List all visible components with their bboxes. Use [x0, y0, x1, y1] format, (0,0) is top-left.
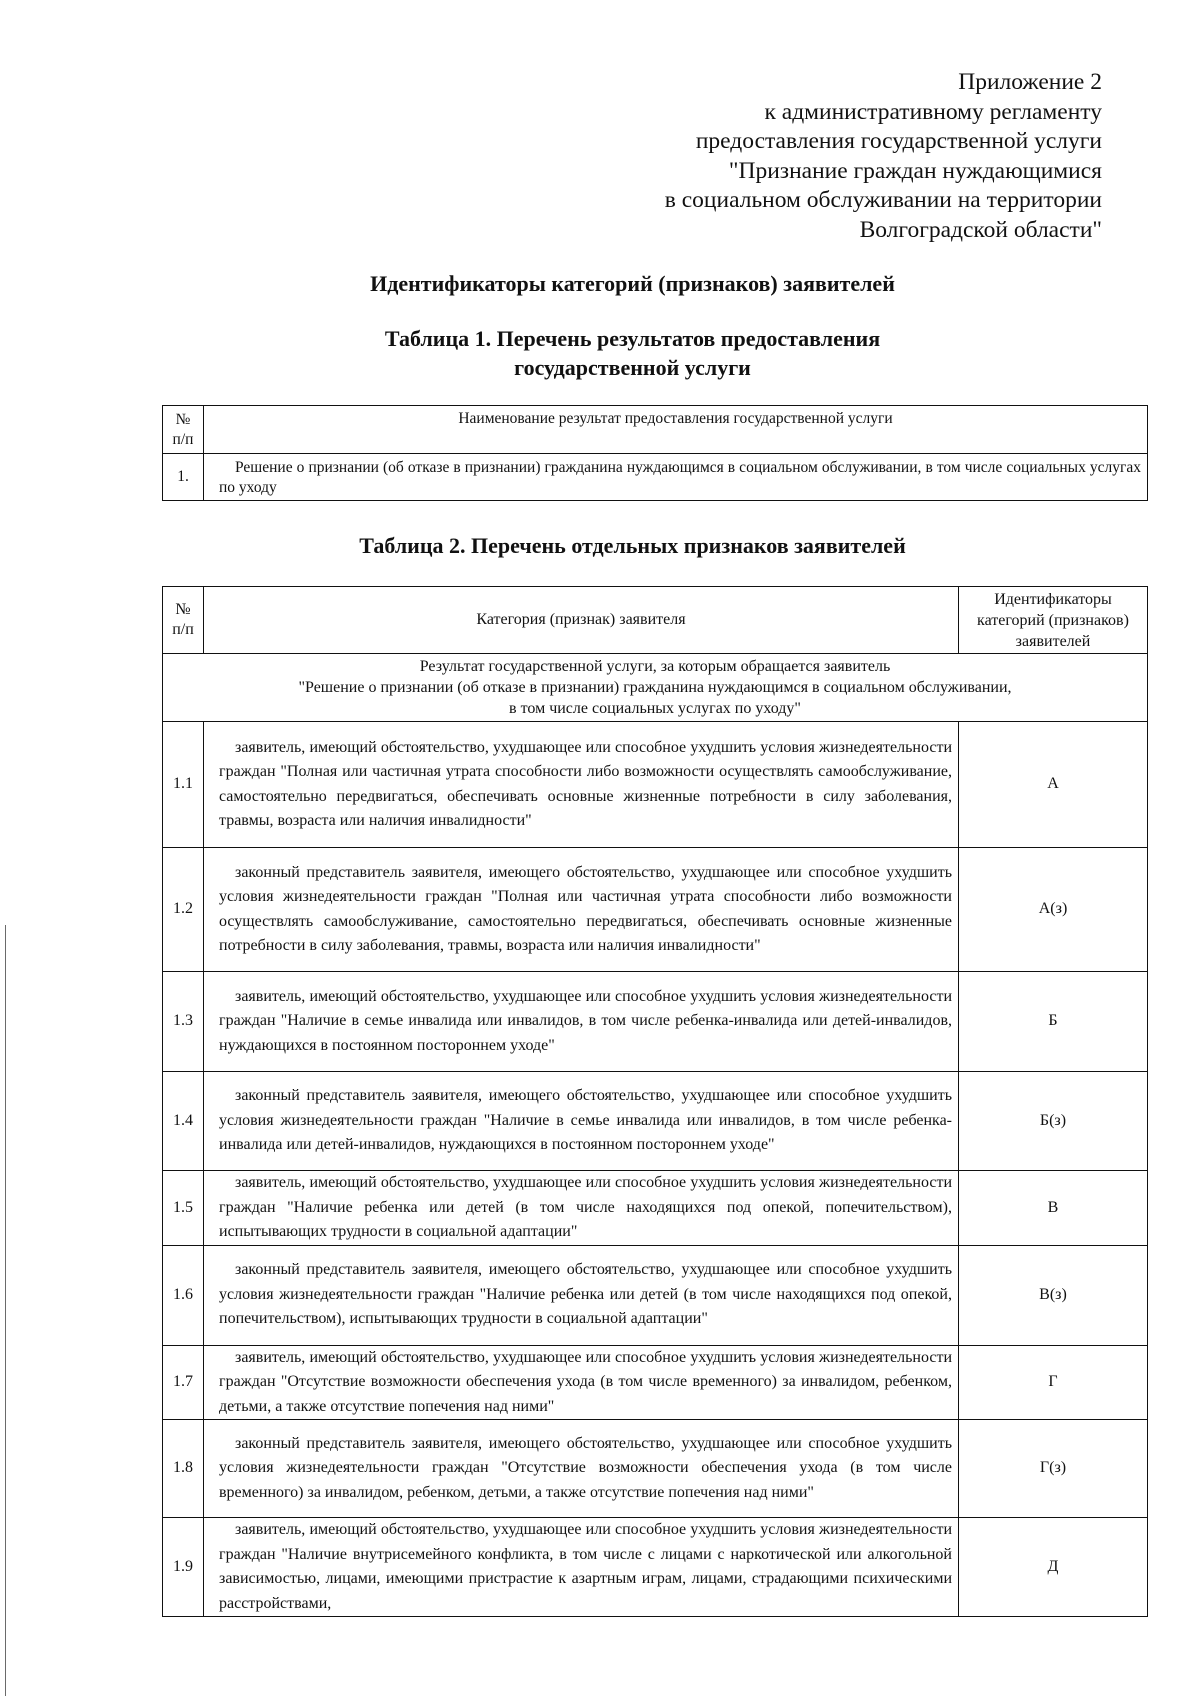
table-header-row	[163, 587, 1148, 654]
row-id: Б	[959, 972, 1148, 1072]
table-header-row	[163, 406, 1148, 454]
row-num: 1.1	[163, 722, 204, 848]
annex-line: "Признание граждан нуждающимися	[728, 157, 1102, 184]
table1-title-line1: Таблица 1. Перечень результатов предоставления	[384, 326, 881, 351]
row-text: заявитель, имеющий обстоятельство, ухудшающее или способное ухудшить условия жизнедеятельности граждан "Наличие в семье инвалида или инвалидов, в том числе ребенка-инвалида или детей-инвалидов, нуждающихся в постоянном постороннем уходе"	[204, 972, 959, 1072]
annex-line: Волгоградской области"	[859, 216, 1102, 243]
row-text: законный представитель заявителя, имеющего обстоятельство, ухудшающее или способное ухудшить условия жизнедеятельности граждан "Наличие в семье инвалида или инвалидов, в том числе ребенка-инвалида или детей-инвалидов, нуждающихся в постоянном постороннем уходе"	[204, 1072, 959, 1171]
row-num: 1.6	[163, 1245, 204, 1345]
annex-line: в социальном обслуживании на территории	[664, 187, 1102, 213]
row-text: заявитель, имеющий обстоятельство, ухудшающее или способное ухудшить условия жизнедеятельности граждан "Наличие внутрисемейного конфликта, в том числе с лицами с наркотической или алкогольной зависимостью, лицами, имеющими пристрастие к азартным играм, лицами, страдающими психическими расстройствами,	[204, 1518, 959, 1617]
document-title: Идентификаторы категорий (признаков) заявителей	[370, 271, 895, 296]
result-row	[163, 654, 1148, 722]
annex-header	[542, 68, 1102, 245]
table-row	[163, 972, 1148, 1072]
table2-title: Таблица 2. Перечень отдельных признаков заявителей	[359, 533, 906, 558]
row-num: 1.5	[163, 1171, 204, 1246]
row-id: А	[959, 722, 1148, 848]
table-row	[163, 1171, 1148, 1246]
table-row	[163, 1345, 1148, 1420]
row-text: заявитель, имеющий обстоятельство, ухудшающее или способное ухудшить условия жизнедеятельности граждан "Наличие ребенка или детей (в том числе находящихся под опекой, попечительством), испытывающих трудности в социальной адаптации"	[204, 1171, 959, 1246]
table-row	[163, 1420, 1148, 1518]
row-id: А(з)	[959, 848, 1148, 972]
header-id-line: Идентификаторы	[994, 590, 1112, 608]
annex-line: предоставления государственной услуги	[695, 128, 1102, 154]
header-id-line: категорий (признаков)	[977, 611, 1129, 629]
header-num-line: №	[175, 601, 191, 618]
header-num-cell	[163, 406, 204, 454]
row-text: законный представитель заявителя, имеющего обстоятельство, ухудшающее или способное ухудшить условия жизнедеятельности граждан "Наличие ребенка или детей (в том числе находящихся под опекой, попечительством), испытывающих трудности в социальной адаптации"	[204, 1245, 959, 1345]
row-num: 1.9	[163, 1518, 204, 1617]
table-row	[163, 1072, 1148, 1171]
row-num: 1.4	[163, 1072, 204, 1171]
scan-edge-line	[5, 925, 6, 1696]
header-category-cell: Категория (признак) заявителя	[204, 587, 959, 654]
row-num: 1.2	[163, 848, 204, 972]
row-id: Г(з)	[959, 1420, 1148, 1518]
table-row	[163, 722, 1148, 848]
header-id-cell	[959, 587, 1148, 654]
row-text: заявитель, имеющий обстоятельство, ухудшающее или способное ухудшить условия жизнедеятельности граждан "Отсутствие возможности обеспечения ухода (в том числе временного) за инвалидом, ребенком, детьми, а также отсутствие попечения над ними"	[204, 1345, 959, 1420]
header-num-line: №	[175, 410, 191, 428]
row-text: законный представитель заявителя, имеющего обстоятельство, ухудшающее или способное ухудшить условия жизнедеятельности граждан "Полная или частичная утрата способности либо возможности осуществлять самообслуживание, самостоятельно передвигаться, обеспечивать основные жизненные потребности в силу заболевания, травмы, возраста или наличия инвалидности"	[204, 848, 959, 972]
header-num-line: п/п	[172, 430, 194, 448]
row-num: 1.	[163, 454, 204, 501]
row-text: Решение о признании (об отказе в признании) гражданина нуждающимся в социальном обслуживании, в том числе социальных услугах по уходу	[204, 454, 1148, 501]
table-row	[163, 1518, 1148, 1617]
row-text: законный представитель заявителя, имеющего обстоятельство, ухудшающее или способное ухудшить условия жизнедеятельности граждан "Отсутствие возможности обеспечения ухода (в том числе временного) за инвалидом, ребенком, детьми, а также отсутствие попечения над ними"	[204, 1420, 959, 1518]
annex-line: к административному регламенту	[764, 98, 1102, 125]
results-table	[162, 405, 1148, 501]
annex-line: Приложение 2	[958, 69, 1102, 95]
header-num-line: п/п	[172, 621, 194, 638]
row-id: В(з)	[959, 1245, 1148, 1345]
row-id: В	[959, 1171, 1148, 1246]
result-line: "Решение о признании (об отказе в признании) гражданина нуждающимся в социальном обслуживании,	[298, 679, 1012, 696]
row-id: Д	[959, 1518, 1148, 1617]
result-line: Результат государственной услуги, за которым обращается заявитель	[419, 658, 891, 675]
table-row	[163, 454, 1148, 501]
row-id: Г	[959, 1345, 1148, 1420]
table-row	[163, 1245, 1148, 1345]
row-text: заявитель, имеющий обстоятельство, ухудшающее или способное ухудшить условия жизнедеятельности граждан "Полная или частичная утрата способности либо возможности осуществлять самообслуживание, самостоятельно передвигаться, обеспечивать основные жизненные потребности в силу заболевания, травмы, возраста или наличия инвалидности"	[204, 722, 959, 848]
table-row	[163, 848, 1148, 972]
table1-title-line2: государственной услуги	[514, 355, 751, 380]
header-id-line: заявителей	[1015, 632, 1091, 650]
header-name-cell: Наименование результат предоставления государственной услуги	[204, 406, 1148, 454]
header-num-cell	[163, 587, 204, 654]
row-num: 1.3	[163, 972, 204, 1072]
row-num: 1.7	[163, 1345, 204, 1420]
applicant-categories-table	[162, 586, 1148, 1617]
row-num: 1.8	[163, 1420, 204, 1518]
result-line: в том числе социальных услугах по уходу"	[509, 700, 801, 717]
result-cell	[163, 654, 1148, 722]
row-id: Б(з)	[959, 1072, 1148, 1171]
